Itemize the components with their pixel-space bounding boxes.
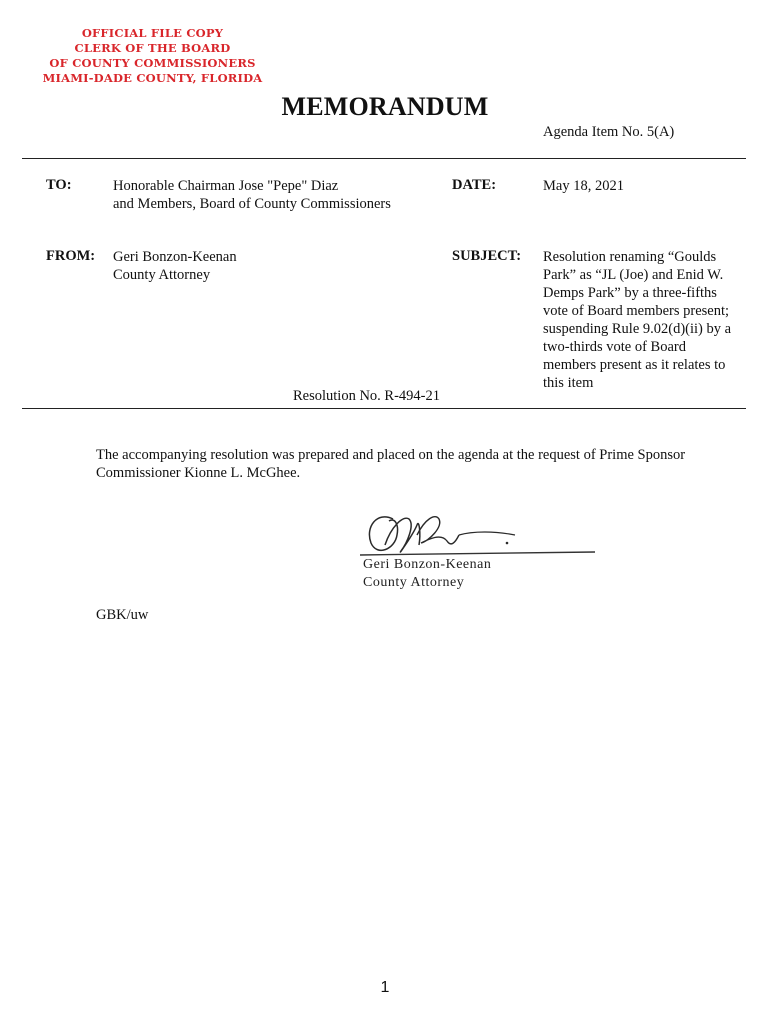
header-divider-top xyxy=(22,158,746,159)
date-value: May 18, 2021 xyxy=(543,178,624,194)
subject-line: Park” as “JL (Joe) and Enid W. xyxy=(543,267,724,283)
signatory-title: County Attorney xyxy=(363,575,465,590)
page-number: 1 xyxy=(380,979,390,996)
from-label: FROM: xyxy=(46,248,96,264)
typist-initials: GBK/uw xyxy=(96,607,149,623)
stamp-line: MIAMI-DADE COUNTY, FLORIDA xyxy=(42,71,263,85)
signature-block xyxy=(363,556,491,592)
from-line: Geri Bonzon-Keenan xyxy=(113,249,237,265)
agenda-item-number: Agenda Item No. 5(A) xyxy=(543,124,675,140)
subject-line: members present as it relates to xyxy=(543,357,726,373)
stamp-line: OF COUNTY COMMISSIONERS xyxy=(49,56,256,70)
signatory-name: Geri Bonzon-Keenan xyxy=(363,557,492,572)
subject-line: this item xyxy=(543,375,594,391)
stamp-line: OFFICIAL FILE COPY xyxy=(81,26,224,40)
to-label: TO: xyxy=(46,177,72,193)
header-divider-bottom xyxy=(22,408,746,409)
body-line: Commissioner Kionne L. McGhee. xyxy=(96,465,301,481)
body-line: The accompanying resolution was prepared and placed on the agenda at the request of Prime Sponsor xyxy=(96,447,686,463)
subject-line: Resolution renaming “Goulds xyxy=(543,249,717,265)
subject-value xyxy=(543,248,748,392)
subject-label: SUBJECT: xyxy=(452,248,522,264)
subject-line: Demps Park” by a three-fifths xyxy=(543,285,717,301)
resolution-number: Resolution No. R-494-21 xyxy=(293,388,441,404)
memo-body-paragraph xyxy=(96,446,726,482)
from-line: County Attorney xyxy=(113,267,211,283)
memo-title: MEMORANDUM xyxy=(281,92,489,121)
official-file-copy-stamp xyxy=(30,26,275,86)
subject-line: two-thirds vote of Board xyxy=(543,339,686,355)
subject-line: suspending Rule 9.02(d)(ii) by a xyxy=(543,321,732,337)
stamp-line: CLERK OF THE BOARD xyxy=(74,41,231,55)
date-label: DATE: xyxy=(452,177,497,193)
to-value xyxy=(113,177,433,213)
to-line: and Members, Board of County Commissioners xyxy=(113,196,391,212)
subject-line: vote of Board members present; xyxy=(543,303,730,319)
from-value xyxy=(113,248,413,284)
to-line: Honorable Chairman Jose "Pepe" Diaz xyxy=(113,178,339,194)
